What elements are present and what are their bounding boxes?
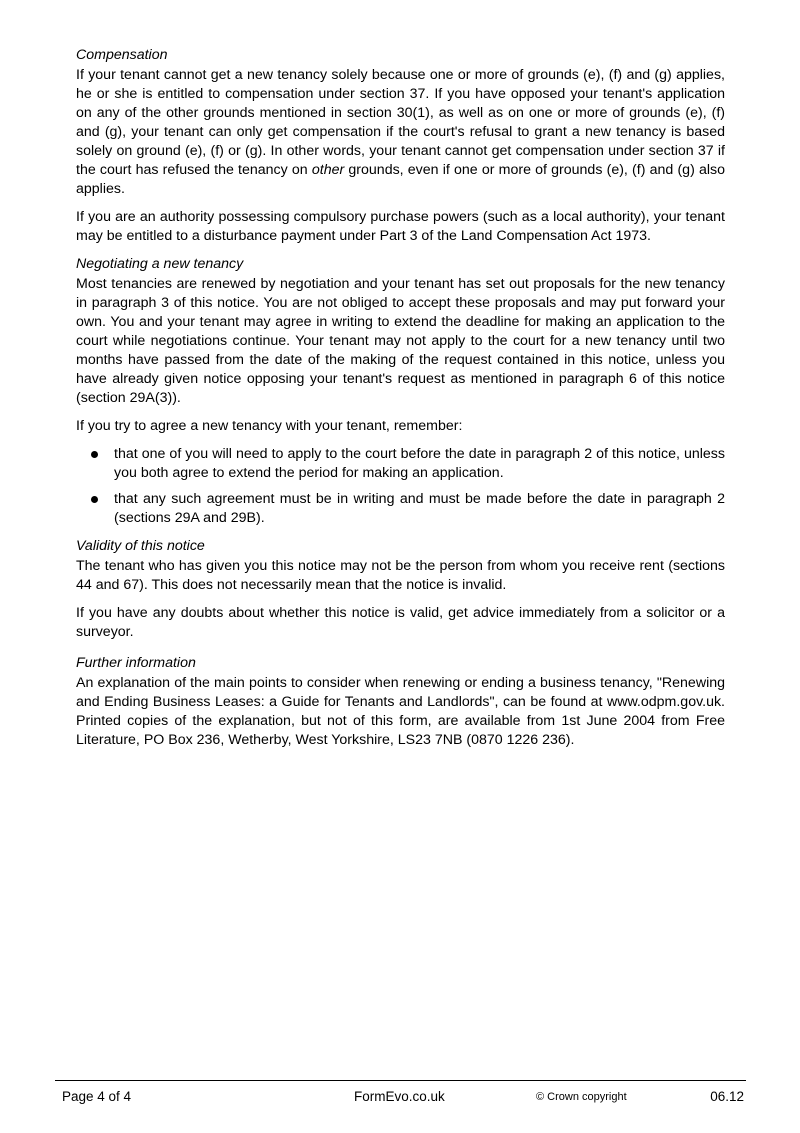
paragraph: If you are an authority possessing compulsory purchase powers (such as a local authority), your tenant may be entitled to a disturbance payment under Part 3 of the Land Compensation Act 1973. (76, 209, 725, 244)
paragraph: If you try to agree a new tenancy with your tenant, remember: (76, 418, 463, 434)
copyright-notice: © Crown copyright (536, 1091, 627, 1103)
section-validity (76, 537, 725, 642)
paragraph: The tenant who has given you this notice may not be the person from whom you receive rent (sections 44 and 67). This does not necessarily mean that the notice is invalid. (76, 558, 725, 593)
bullet-icon (91, 496, 98, 503)
emphasis-text: other (311, 162, 345, 178)
section-heading: Negotiating a new tenancy (76, 256, 244, 272)
footer-divider (55, 1080, 746, 1081)
section-further-information (76, 654, 725, 750)
paragraph-text: grounds, even if one or more of grounds (e), (f) and (g) also applies. (76, 162, 725, 197)
paragraph: Most tenancies are renewed by negotiation and your tenant has set out proposals for the new tenancy in paragraph 3 of this notice. You are not obliged to accept these proposals and may put forward your own. You and your tenant may agree in writing to extend the deadline for making an application to the court while negotiations continue. Your tenant may not apply to the court for a new tenancy until two months have passed from the date of the making of the request contained in this notice, unless you have already given notice opposing your tenant's request as mentioned in paragraph 6 of this notice (section 29A(3)). (76, 276, 725, 406)
paragraph: If you have any doubts about whether this notice is valid, get advice immediately from a solicitor or a surveyor. (76, 605, 725, 640)
list-item (76, 490, 725, 528)
paragraph: An explanation of the main points to consider when renewing or ending a business tenancy, "Renewing and Ending Business Leases: a Guide for Tenants and Landlords", can be found at www.odpm.gov.uk. Printed copies of the explanation, but not of this form, are available from 1st June 2004 from Free Literature, PO Box 236, Wetherby, West Yorkshire, LS23 7NB (0870 1226 236). (76, 675, 725, 748)
bullet-icon (91, 451, 98, 458)
list-item-text: that any such agreement must be in writing and must be made before the date in paragraph 2 (sections 29A and 29B). (114, 491, 725, 526)
paragraph-text: If your tenant cannot get a new tenancy solely because one or more of grounds (e), (f) and (g) applies, he or she is entitled to compensation under section 37. If you have opposed your tenant's application on any of the other grounds mentioned in section 30(1), as well as on one or more of grounds (e), (f) and (g), your tenant can only get compensation if the court's refusal to grant a new tenancy is based solely on ground (e), (f) or (g). In other words, your tenant cannot get compensation under section 37 if the court has refused the tenancy on (76, 67, 725, 178)
bullet-list (76, 445, 725, 528)
page-number: Page 4 of 4 (62, 1089, 132, 1104)
section-negotiating (76, 255, 725, 528)
paragraph (76, 66, 725, 199)
form-version: 06.12 (710, 1089, 744, 1104)
section-heading: Compensation (76, 47, 168, 63)
section-heading: Further information (76, 655, 196, 671)
site-name: FormEvo.co.uk (354, 1089, 445, 1104)
section-heading: Validity of this notice (76, 538, 205, 554)
list-item (76, 445, 725, 483)
document-page (76, 46, 725, 759)
list-item-text: that one of you will need to apply to the court before the date in paragraph 2 of this notice, unless you both agree to extend the period for making an application. (114, 446, 725, 481)
section-compensation (76, 46, 725, 246)
